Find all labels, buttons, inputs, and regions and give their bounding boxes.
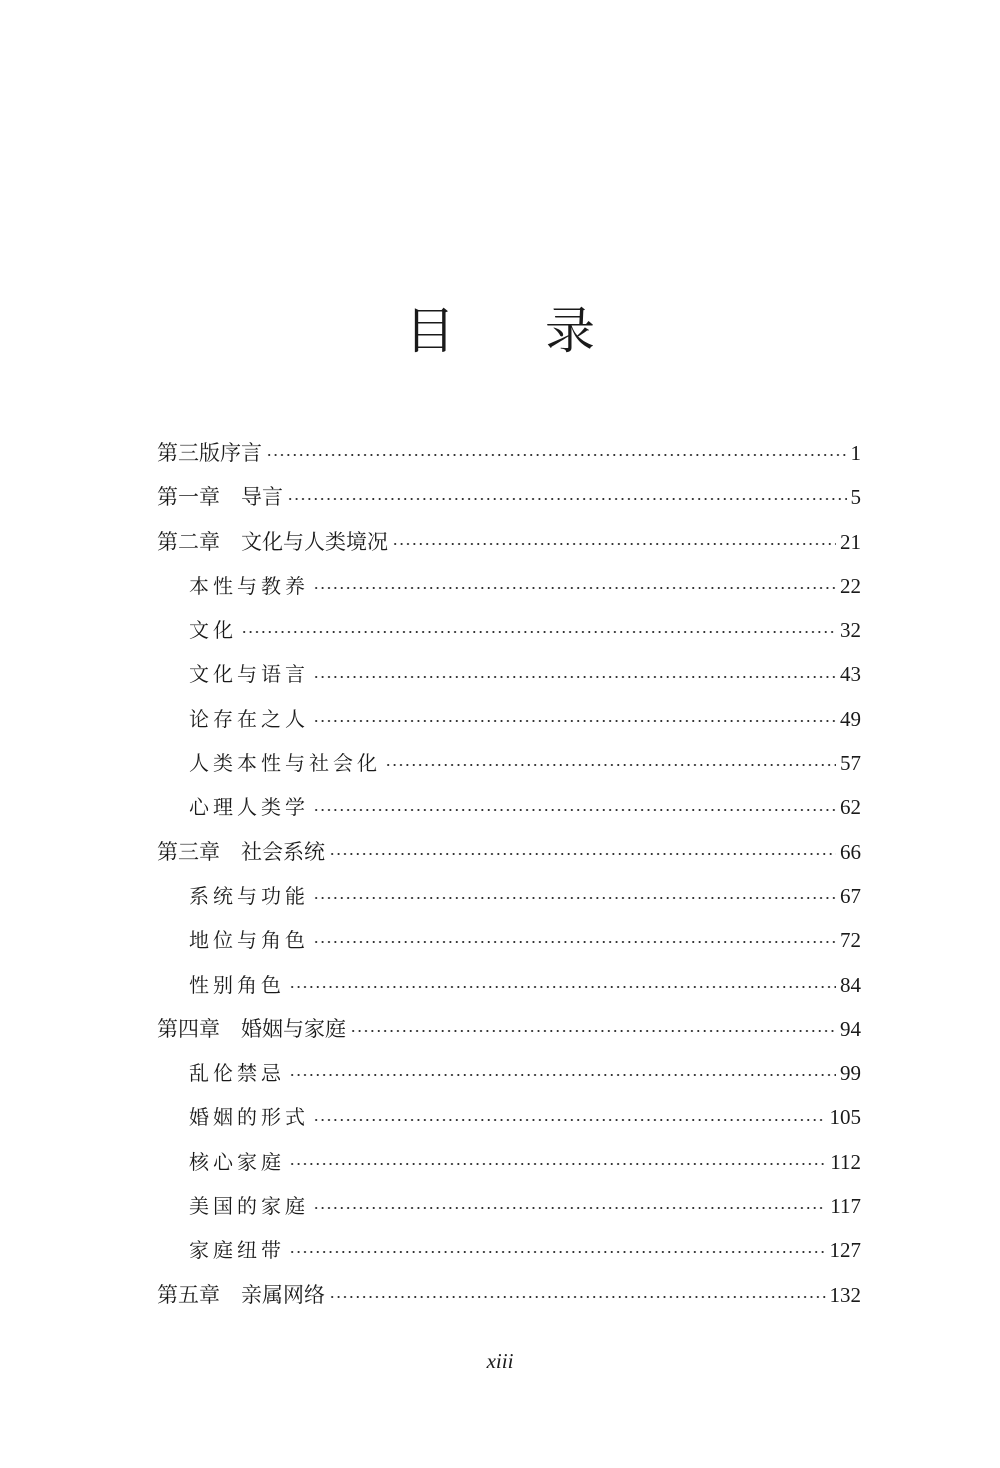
- toc-entry[interactable]: [157, 1007, 861, 1051]
- toc-subentry[interactable]: [157, 963, 861, 1007]
- toc-subentry[interactable]: [157, 652, 861, 696]
- toc-entry-label: 第一章 导言: [157, 485, 283, 510]
- toc-leader-dots: [313, 1119, 826, 1121]
- toc-entry[interactable]: [157, 431, 861, 475]
- toc-leader-dots: [313, 809, 836, 811]
- toc-subentry[interactable]: [157, 1140, 861, 1184]
- toc-entry[interactable]: [157, 475, 861, 519]
- toc-leader-dots: [287, 498, 847, 500]
- toc-entry-label: 文化与语言: [189, 662, 309, 687]
- toc-entry-page: 105: [829, 1105, 861, 1130]
- toc-leader-dots: [266, 454, 847, 456]
- toc-subentry[interactable]: [157, 697, 861, 741]
- toc-entry-page: 57: [840, 751, 861, 776]
- toc-entry-label: 文化: [189, 618, 237, 643]
- toc-entry-label: 论存在之人: [189, 706, 309, 731]
- toc-leader-dots: [350, 1030, 836, 1032]
- toc-leader-dots: [289, 1251, 826, 1253]
- toc-entry-page: 84: [840, 972, 861, 997]
- toc-entry-page: 132: [829, 1282, 861, 1307]
- toc-subentry[interactable]: [157, 785, 861, 829]
- toc-leader-dots: [313, 941, 836, 943]
- toc-entry-page: 21: [840, 529, 861, 554]
- toc-entry-page: 43: [840, 662, 861, 687]
- toc-entry-page: 112: [830, 1149, 861, 1174]
- toc-entry-page: 117: [830, 1194, 861, 1219]
- toc-entry-page: 94: [840, 1016, 861, 1041]
- toc-entry-label: 地位与角色: [189, 928, 309, 953]
- toc-leader-dots: [313, 587, 836, 589]
- toc-entry-page: 67: [840, 883, 861, 908]
- toc-leader-dots: [313, 897, 836, 899]
- title-char-lu: 录: [545, 301, 595, 360]
- toc-entry-page: 22: [840, 573, 861, 598]
- toc-leader-dots: [289, 1163, 826, 1165]
- toc-leader-dots: [313, 1207, 826, 1209]
- toc-entry-label: 性别角色: [189, 972, 285, 997]
- toc-entry-label: 第五章 亲属网络: [157, 1282, 325, 1307]
- toc-entry-label: 婚姻的形式: [189, 1105, 309, 1130]
- toc-subentry[interactable]: [157, 1051, 861, 1095]
- toc-entry-label: 第三版序言: [157, 441, 262, 465]
- toc-leader-dots: [313, 676, 836, 678]
- title-char-mu: 目: [405, 301, 455, 360]
- toc-entry-page: 66: [840, 839, 861, 864]
- toc-entry-label: 本性与教养: [189, 573, 309, 598]
- toc-entry-label: 乱伦禁忌: [189, 1061, 285, 1086]
- page-number: xiii: [486, 1349, 514, 1373]
- toc-leader-dots: [392, 543, 836, 545]
- toc-subentry[interactable]: [157, 1228, 861, 1272]
- toc-leader-dots: [329, 853, 836, 855]
- toc-leader-dots: [385, 764, 836, 766]
- toc-leader-dots: [329, 1296, 826, 1298]
- toc-entry-label: 心理人类学: [189, 795, 309, 820]
- toc-entry-page: 49: [840, 706, 861, 731]
- table-of-contents: [157, 431, 861, 1317]
- toc-entry-label: 系统与功能: [189, 883, 309, 908]
- toc-entry-page: 1: [850, 441, 861, 465]
- toc-entry-label: 核心家庭: [189, 1149, 285, 1174]
- toc-entry[interactable]: [157, 830, 861, 874]
- toc-entry[interactable]: [157, 1273, 861, 1317]
- toc-subentry[interactable]: [157, 1184, 861, 1228]
- toc-entry-page: 62: [840, 795, 861, 820]
- page-title: [0, 296, 1000, 366]
- toc-entry-label: 家庭纽带: [189, 1238, 285, 1263]
- toc-leader-dots: [313, 720, 836, 722]
- toc-entry-label: 人类本性与社会化: [189, 751, 381, 776]
- toc-entry-label: 第三章 社会系统: [157, 839, 325, 864]
- toc-leader-dots: [289, 1074, 836, 1076]
- toc-subentry[interactable]: [157, 1095, 861, 1139]
- toc-entry-page: 72: [840, 928, 861, 953]
- toc-leader-dots: [241, 631, 836, 633]
- toc-entry-label: 第四章 婚姻与家庭: [157, 1016, 346, 1041]
- toc-leader-dots: [289, 986, 836, 988]
- toc-entry-page: 99: [840, 1061, 861, 1086]
- toc-entry-label: 美国的家庭: [189, 1194, 309, 1219]
- toc-entry-label: 第二章 文化与人类境况: [157, 529, 388, 554]
- toc-subentry[interactable]: [157, 608, 861, 652]
- toc-subentry[interactable]: [157, 874, 861, 918]
- toc-subentry[interactable]: [157, 564, 861, 608]
- toc-entry-page: 127: [829, 1238, 861, 1263]
- toc-entry-page: 5: [850, 485, 861, 510]
- toc-entry[interactable]: [157, 520, 861, 564]
- toc-subentry[interactable]: [157, 918, 861, 962]
- toc-entry-page: 32: [840, 618, 861, 643]
- toc-subentry[interactable]: [157, 741, 861, 785]
